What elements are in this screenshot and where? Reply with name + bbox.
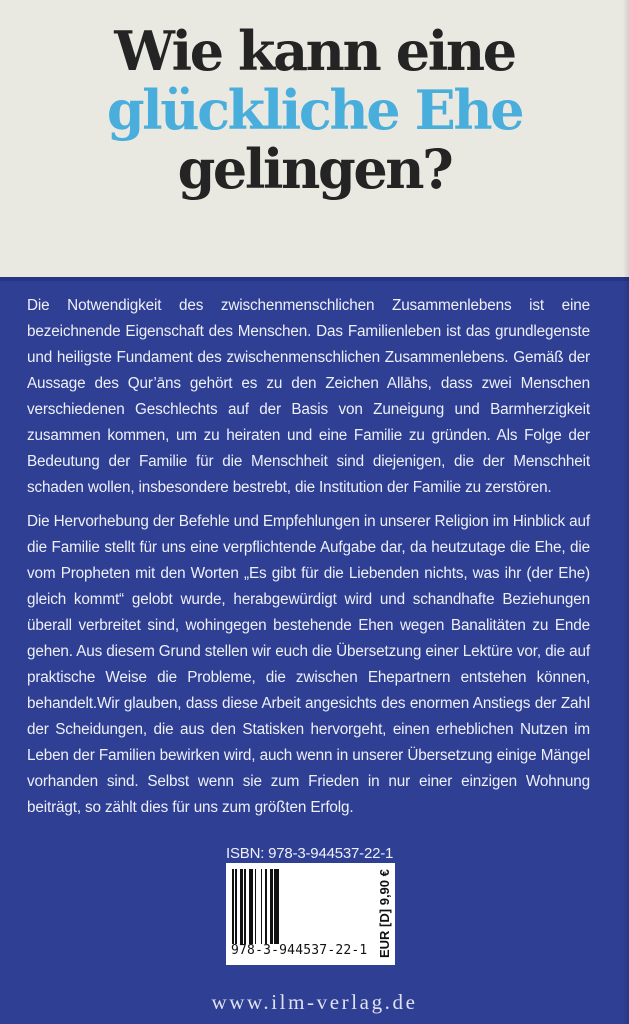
price-label: EUR [D] 9,90 € xyxy=(377,869,392,958)
barcode xyxy=(226,863,395,965)
blurb-paragraph-2: Die Hervorhebung der Befehle und Empfehlungen in unserer Religion im Hinblick auf die Familie stellt für uns eine verpflichtende Aufgabe dar, da heutzutage die Ehe, die vom Propheten mit den Worten „Es gibt für die Liebenden nichts, was ihr (der Ehe) gleich kommt“ gelobt wurde, herabgewürdigt wird und schandhafte Beziehungen überall verbreitet sind, wohingegen bestehende Ehen wegen Banalitäten zu Ende gehen. Aus diesem Grund stellen wir euch die Übersetzung einer Lektüre vor, die auf praktische Weise die Probleme, die zwischen Ehepartnern entstehen können, behandelt.Wir glauben, dass diese Arbeit angesichts des enormen Anstiegs der Zahl der Scheidungen, die aus den Statisken hervorgeht, einen erheblichen Nutzen im Leben der Familien bewirken wird, auch wenn in unserer Übersetzung einige Mängel vorhanden sind. Selbst wenn sie zum Frieden in nur einer einzigen Wohnung beiträgt, so zählt dies für uns zum größten Erfolg. xyxy=(27,513,590,816)
title-line-3: gelingen? xyxy=(177,137,452,201)
cover-top-panel xyxy=(0,0,629,277)
isbn-label: ISBN: 978-3-944537-22-1 xyxy=(226,845,394,862)
barcode-number: 978-3-944537-22-1 xyxy=(231,943,368,958)
barcode-bars xyxy=(232,869,375,944)
title-line-1: Wie kann eine xyxy=(114,19,515,83)
title-line-2-accent: glückliche Ehe xyxy=(106,78,523,142)
book-title xyxy=(0,19,629,201)
blurb-paragraph-1: Die Notwendigkeit des zwischenmenschlichen Zusammenlebens ist eine bezeichnende Eigenschaft des Menschen. Das Familienleben ist das grundlegenste und heiligste Fundament des zwischenmenschlichen Zusammenlebens. Gemäß der Aussage des Qur’āns gehört es zu den Zeichen Allāhs, dass zwei Menschen verschiedenen Geschlechts auf der Basis von Zuneigung und Barmherzigkeit zusammen kommen, um zu heiraten und eine Familie zu gründen. Als Folge der Bedeutung der Familie für die Menschheit sind diejenigen, die der Menschheit schaden wollen, insbesondere bestrebt, die Institution der Familie zu zerstören. xyxy=(27,297,590,496)
publisher-website: www.ilm-verlag.de xyxy=(211,990,418,1014)
